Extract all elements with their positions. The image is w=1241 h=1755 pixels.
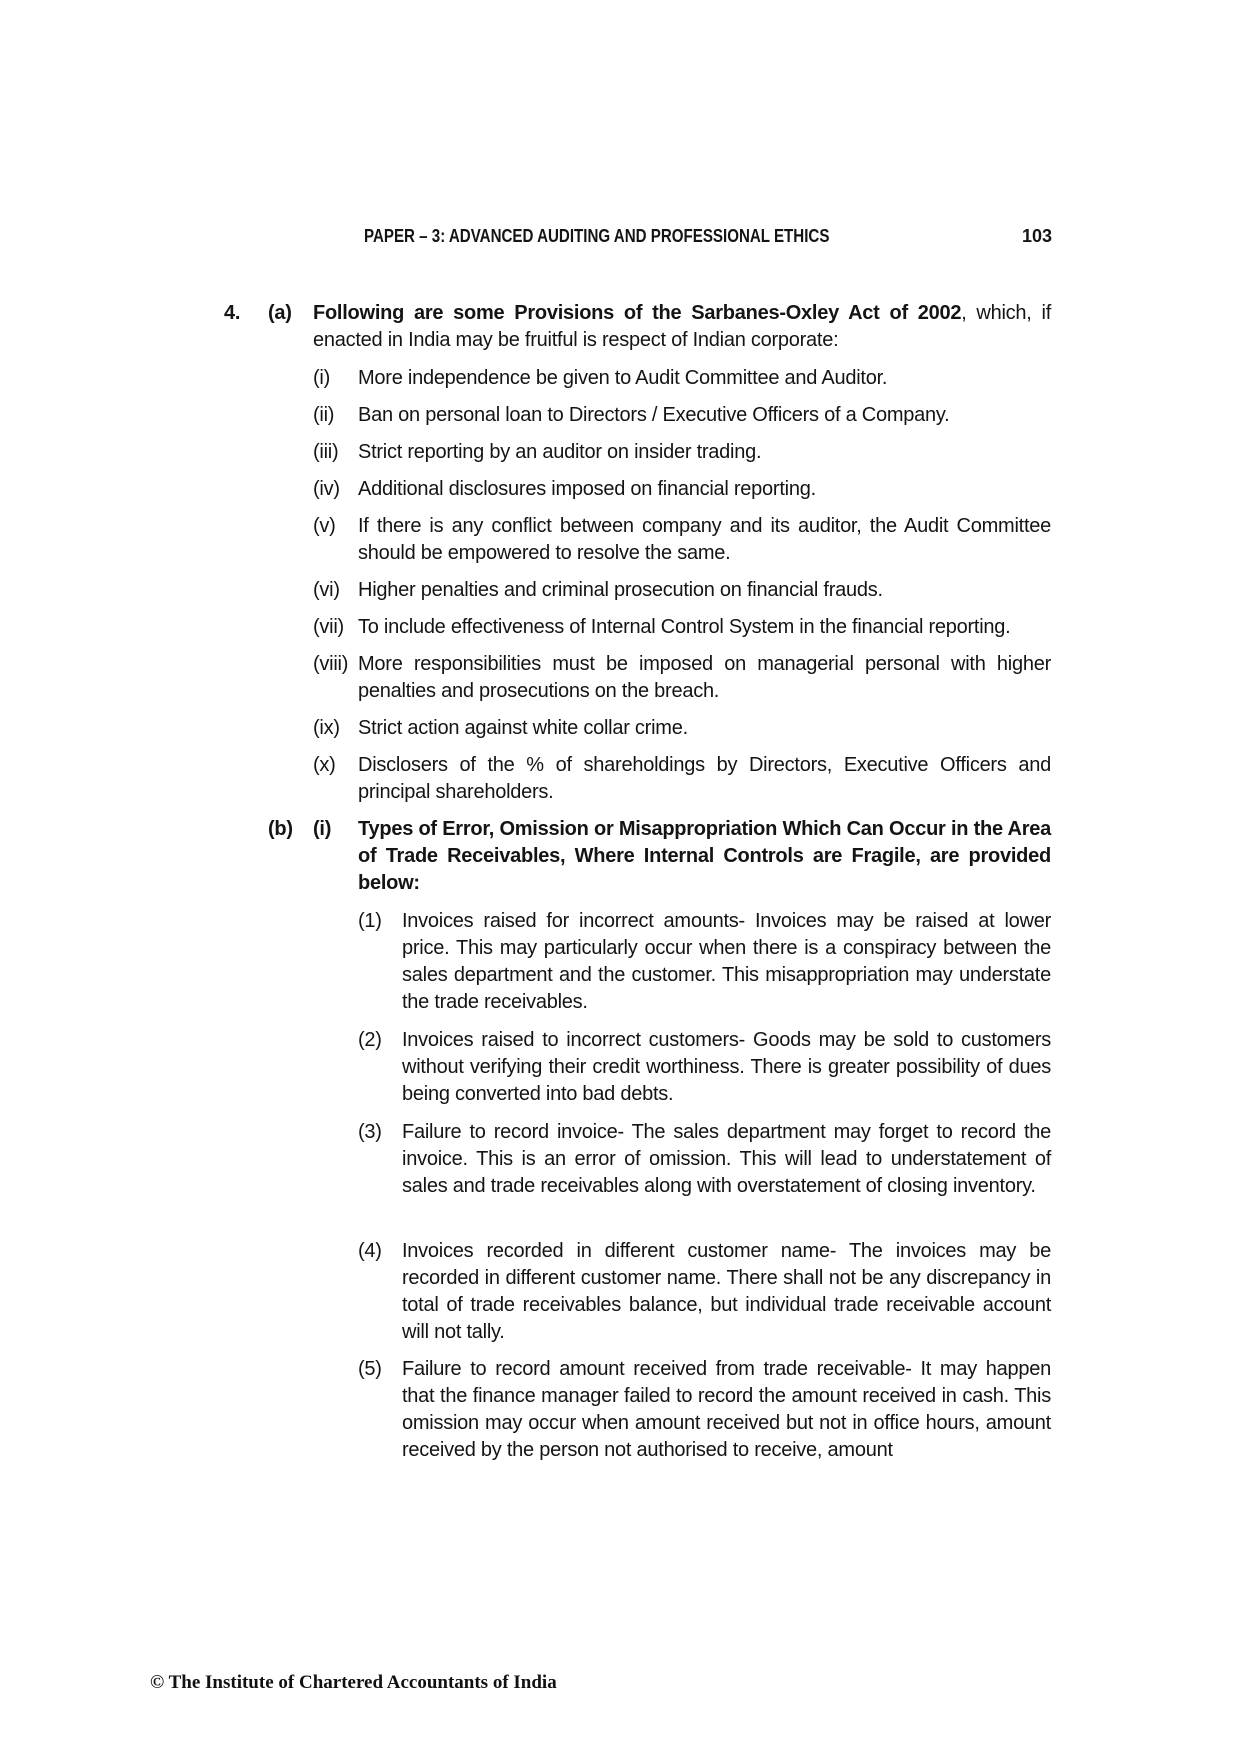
list-item-label: (vii) xyxy=(313,616,344,638)
list-item-label: (2) xyxy=(358,1029,382,1051)
list-item-label: (vi) xyxy=(313,579,340,601)
list-item: Invoices raised to incorrect customers- Goods may be sold to customers without verifying their credit worthiness. There is greater possibility of dues being converted into bad debts. xyxy=(402,1029,1051,1105)
list-item: Ban on personal loan to Directors / Executive Officers of a Company. xyxy=(358,404,950,426)
part-a-label: (a) xyxy=(268,302,292,324)
list-item: Higher penalties and criminal prosecution on financial frauds. xyxy=(358,579,883,601)
list-item-label: (iii) xyxy=(313,441,339,463)
list-item-label: (ii) xyxy=(313,404,335,426)
question-number: 4. xyxy=(224,302,241,324)
list-item: Failure to record amount received from trade receivable- It may happen that the finance manager failed to record the amount received in cash. This omission may occur when amount received but not in office hours, amount received by the person not authorised to receive, amount xyxy=(402,1358,1051,1461)
list-item-label: (1) xyxy=(358,910,382,932)
list-item: Strict action against white collar crime. xyxy=(358,717,688,739)
list-item-label: (iv) xyxy=(313,478,340,500)
page-number: 103 xyxy=(1021,226,1052,246)
part-a-intro xyxy=(313,300,1051,354)
list-item: To include effectiveness of Internal Control System in the financial reporting. xyxy=(358,616,1011,638)
running-header-title: PAPER – 3: ADVANCED AUDITING AND PROFESSIONAL ETHICS xyxy=(364,226,830,246)
list-item: More responsibilities must be imposed on managerial personal with higher penalties and prosecutions on the breach. xyxy=(358,653,1051,702)
part-a-intro-rest: , which, if enacted in India may be fruitful is respect of Indian corporate: xyxy=(313,302,1051,351)
list-item: Invoices recorded in different customer name- The invoices may be recorded in different customer name. There shall not be any discrepancy in total of trade receivables balance, but individual trade receivable account will not tally. xyxy=(402,1240,1051,1343)
part-a-intro-bold: Following are some Provisions of the Sarbanes-Oxley Act of 2002 xyxy=(313,302,962,324)
list-item-label: (5) xyxy=(358,1358,382,1380)
list-item-label: (ix) xyxy=(313,717,340,739)
list-item: Strict reporting by an auditor on insider trading. xyxy=(358,441,762,463)
part-b-label: (b) xyxy=(268,818,293,840)
list-item-label: (4) xyxy=(358,1240,382,1262)
list-item-label: (i) xyxy=(313,367,331,389)
list-item: Disclosers of the % of shareholdings by Directors, Executive Officers and principal shareholders. xyxy=(358,754,1051,803)
copyright-footer: © The Institute of Chartered Accountants of India xyxy=(150,1672,557,1693)
list-item: Invoices raised for incorrect amounts- Invoices may be raised at lower price. This may particularly occur when there is a conspiracy between the sales department and the customer. This misappropriation may understate the trade receivables. xyxy=(402,910,1051,1013)
list-item: If there is any conflict between company and its auditor, the Audit Committee should be empowered to resolve the same. xyxy=(358,515,1051,564)
list-item-label: (3) xyxy=(358,1121,382,1143)
list-item: Failure to record invoice- The sales department may forget to record the invoice. This is an error of omission. This will lead to understatement of sales and trade receivables along with overstatement of closing inventory. xyxy=(402,1121,1051,1197)
list-item-label: (viii) xyxy=(313,653,349,675)
list-item: Additional disclosures imposed on financial reporting. xyxy=(358,478,816,500)
part-b-heading: Types of Error, Omission or Misappropriation Which Can Occur in the Area of Trade Receivables, Where Internal Controls are Fragile, are provided below: xyxy=(358,818,1051,894)
list-item-label: (v) xyxy=(313,515,336,537)
part-b-sub-label: (i) xyxy=(313,818,332,840)
list-item-label: (x) xyxy=(313,754,336,776)
list-item: More independence be given to Audit Committee and Auditor. xyxy=(358,367,888,389)
